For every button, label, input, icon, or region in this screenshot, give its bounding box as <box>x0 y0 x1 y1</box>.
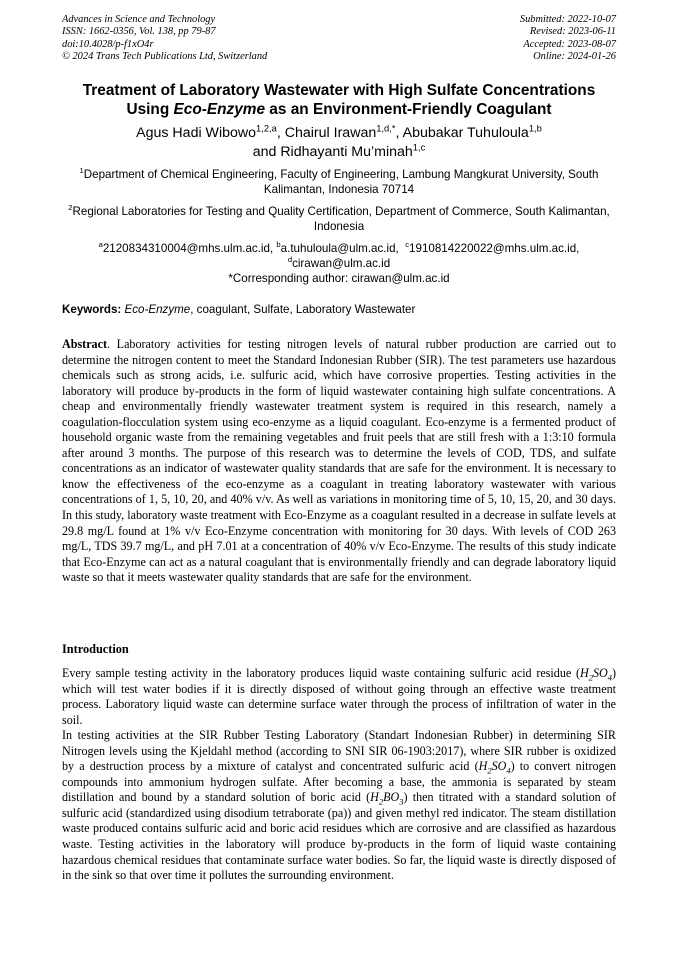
date-accepted: Accepted: 2023-08-07 <box>523 38 616 50</box>
keywords-label: Keywords: <box>62 303 122 316</box>
chem-part: BO <box>383 790 400 805</box>
email-b[interactable]: a.tuhuloula@ulm.ac.id <box>280 242 396 255</box>
author-line-1 <box>40 124 638 143</box>
email-d[interactable]: cirawan@ulm.ac.id <box>292 257 391 271</box>
chem-subscript: 2 <box>378 796 384 807</box>
keywords-rest: , coagulant, Sulfate, Laboratory Wastewater <box>190 303 416 316</box>
author-separator: , <box>395 125 403 141</box>
author-name: Agus Hadi Wibowo <box>136 125 257 141</box>
chem-part: SO <box>592 666 608 680</box>
author-line-2 <box>40 143 638 162</box>
email-mark: c <box>405 240 410 250</box>
affiliation-text: Regional Laboratories for Testing and Quality Certification, Department of Commerce, South Kalimantan, Indonesia <box>72 205 610 234</box>
email-c[interactable]: 1910814220022@mhs.ulm.ac.id <box>409 242 577 255</box>
email-line-2 <box>62 256 616 271</box>
intro-text: ) to convert nitrogen compounds into ammonium hydrogen sulfate. After becoming a base, the ammonia is separated by steam distillation and bound by a standard solution of boric acid ( <box>62 759 616 805</box>
journal-copyright: © 2024 Trans Tech Publications Ltd, Switzerland <box>62 50 268 62</box>
author-emails <box>62 241 616 287</box>
abstract <box>62 337 616 586</box>
author-affil-mark: 1,c <box>412 141 426 152</box>
chem-part: H <box>579 666 589 680</box>
chem-formula-h2bo3 <box>370 790 404 807</box>
chem-formula-h2so4 <box>478 759 511 776</box>
intro-text: In testing activities at the SIR Rubber Testing Laboratory (Standart Indonesian Rubber) in determining SIR Nitrogen levels using the Kjeldahl method (according to SNI SIR 06-1903:2017), where SIR rubber is oxidized by a destruction process by a mixture of catalyst and concentrated sulfuric acid ( <box>62 728 616 774</box>
author-affil-mark: 1,b <box>528 123 542 134</box>
header-right <box>520 14 616 63</box>
affiliation-text: Department of Chemical Engineering, Faculty of Engineering, Lambung Mangkurat University, South Kalimantan, Indonesia 70714 <box>83 168 599 197</box>
affiliation-mark: 1 <box>79 166 84 176</box>
author-name: Abubakar Tuhuloula <box>402 125 529 141</box>
chem-subscript: 2 <box>588 672 593 683</box>
title-line-1: Treatment of Laboratory Wastewater with High Sulfate Concentrations <box>82 82 596 99</box>
intro-paragraph-1 <box>62 666 616 728</box>
email-mark: b <box>276 240 281 250</box>
email-line-1: $^a$2120834310004@mhs.ulm.ac.id, $^b$a.tuhuloula@ulm.ac.id, $^c$1910814220022@mhs.ulm.ac.id, <box>98 240 580 255</box>
author-name: Ridhayanti Mu’minah <box>280 143 413 160</box>
introduction-body <box>62 666 616 884</box>
intro-text: ) which will test water bodies if it is directly disposed of without going through an effective waste treatment process. Laboratory liquid waste can determine surface water through the process of infiltration of water in the soil. <box>62 666 616 727</box>
affiliation-mark: 2 <box>68 203 73 213</box>
abstract-text: . Laboratory activities for testing nitrogen levels of natural rubber production are carried out to determine the nitrogen content to meet the Standard Indonesian Rubber (SIR). The test parameters use hazardous chemicals such as strong acids, i.e. sulfuric acid, which have corrosive properties. Testing activities in the laboratory will produce by-products in the form of liquid wastewater containing high sulfate concentrations. A cheap and environmentally friendly wastewater treatment system is required in this research, namely a coagulation-flocculation system using eco-enzyme as a liquid coagulant. Eco-enzyme is a fermented product of household organic waste from the remaining vegetables and fruit peels that are still fresh with a 1:3:10 formula after around 3 months. The purpose of this research was to determine the levels of COD, TDS, and sulfate concentrations as an indicator of wastewater quality standards that are safe for the environment. It is necessary to know the effectiveness of the eco-enzyme as a coagulant in treating laboratory wastewater with various concentrations of 1, 5, 10, 20, and 40% v/v. As well as variations in monitoring time of 5, 10, 15, 20, and 30 days. In this study, laboratory waste treatment with Eco-Enzyme as a coagulant resulted in a decrease in sulfate levels at 29.8 mg/L found at 1% v/v Eco-Enzyme concentration with monitoring for 30 days. With levels of COD 263 mg/L, TDS 39.7 mg/L, and pH 7.01 at a concentration of 40% v/v Eco-Enzyme. The results of this study indicate that Eco-Enzyme can act as a natural coagulant that is environmentally friendly and can degrade laboratory liquid waste so that it meets wastewater quality standards that are safe for the environment. <box>62 337 616 585</box>
intro-text: ) then titrated with a standard solution of sulfuric acid (standardized using disodium tetraborate (pa)) and given methyl red indicator. The steam distillation waste produced contains sulfuric acid and boric acid residues which are corrosive and are classified as hazardous waste. Testing activities in the laboratory will produce by-products in the form of liquid waste containing hazardous chemical residues that contaminate surface water bodies. So far, the liquid waste is directly disposed of in the sink so that over time it pollutes the surrounding environment. <box>62 790 616 883</box>
author-name: Chairul Irawan <box>284 125 377 141</box>
chem-subscript: 4 <box>506 765 511 776</box>
chem-part: H <box>370 790 379 805</box>
author-list <box>40 124 638 161</box>
chem-subscript: 3 <box>399 796 404 807</box>
chem-part: SO <box>491 759 507 774</box>
email-a[interactable]: 2120834310004@mhs.ulm.ac.id <box>102 242 270 255</box>
header-left <box>62 14 267 63</box>
author-affil-mark: 1,d,* <box>376 123 396 134</box>
email-mark: d <box>287 255 293 265</box>
email-mark: a <box>98 240 103 250</box>
abstract-label: Abstract <box>62 337 108 351</box>
chem-formula-h2so4 <box>579 666 612 683</box>
chem-subscript: 4 <box>607 672 612 683</box>
section-heading-introduction: Introduction <box>62 642 129 656</box>
author-affil-mark: 1,2,a <box>256 123 277 134</box>
chem-part: H <box>478 759 488 774</box>
journal-doi[interactable]: doi:10.4028/p-f1xO4r <box>62 38 154 50</box>
title-line-2 <box>40 100 638 119</box>
intro-paragraph-2 <box>62 728 616 883</box>
date-revised: Revised: 2023-06-11 <box>529 26 616 38</box>
affiliation-1 <box>62 167 616 197</box>
title-emphasis: Eco-Enzyme <box>173 101 266 118</box>
title-part: as an Environment-Friendly Coagulant <box>265 101 552 118</box>
journal-issn: ISSN: 1662-0356, Vol. 138, pp 79-87 <box>62 26 216 38</box>
journal-name: Advances in Science and Technology <box>62 14 216 25</box>
keywords <box>62 302 616 317</box>
affiliation-2 <box>62 204 616 234</box>
corresponding-author: *Corresponding author: cirawan@ulm.ac.id <box>228 272 450 286</box>
date-online: Online: 2024-01-26 <box>533 50 616 62</box>
chem-subscript: 2 <box>487 765 492 776</box>
author-separator: , <box>276 125 285 141</box>
date-submitted: Submitted: 2022-10-07 <box>519 14 616 25</box>
title-part: Using <box>126 101 174 118</box>
keyword-eco-enzyme: Eco-Enzyme <box>124 303 191 316</box>
author-conjunction: and <box>252 143 281 160</box>
paper-title <box>40 81 638 119</box>
intro-text: Every sample testing activity in the laboratory produces liquid waste containing sulfuric acid residue ( <box>62 666 580 680</box>
